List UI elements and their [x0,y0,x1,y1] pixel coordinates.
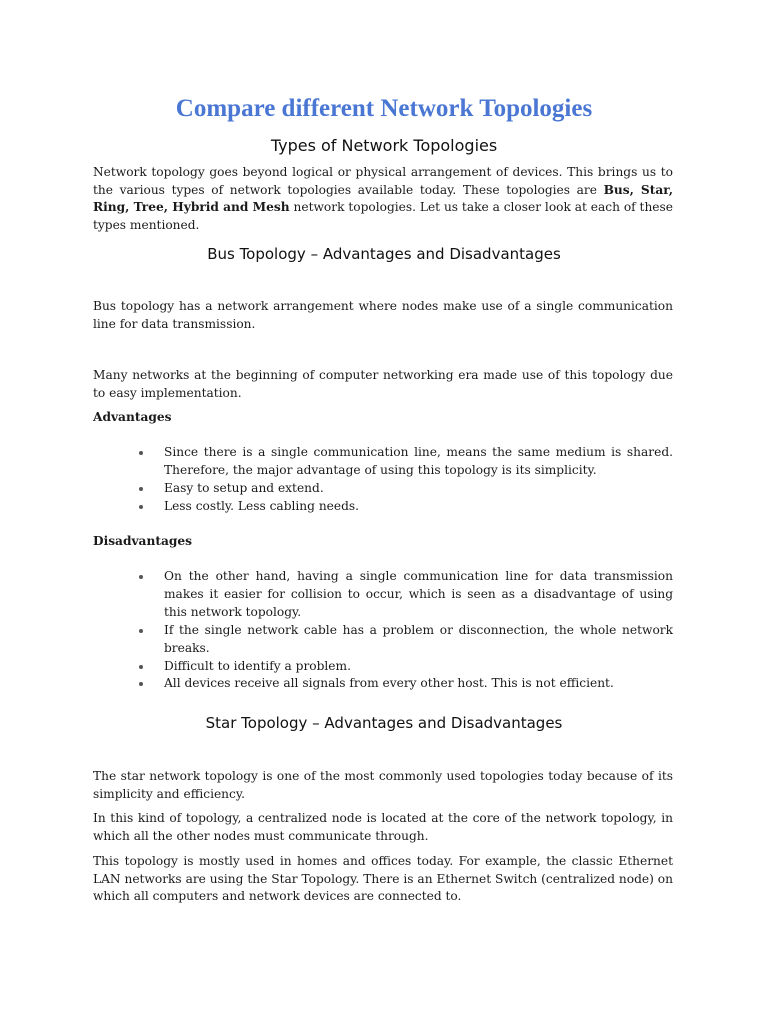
list-item [93,498,673,516]
types-intro-text-2: network topologies. Let us take a closer look at each of these types mentioned. [93,200,673,232]
star-paragraph-2: In this kind of topology, a centralized node is located at the core of the network topology, in which all the other nodes must communicate through. [93,811,673,843]
advantages-list [93,444,673,516]
types-intro-paragraph [93,164,673,234]
list-item-text: All devices receive all signals from every other host. This is not efficient. [164,676,614,691]
bullet-icon [139,575,143,579]
list-item-text: Easy to setup and extend. [164,480,324,495]
star-paragraph-3: This topology is mostly used in homes and offices today. For example, the classic Ethernet LAN networks are using the Star Topology. There is an Ethernet Switch (centralized node) on which all computers and network devices are connected to. [93,854,673,904]
list-item-text: Difficult to identify a problem. [164,658,351,673]
disadvantages-list [93,568,673,693]
disadvantages-label: Disadvantages [93,534,192,548]
bus-paragraph-2: Many networks at the beginning of computer networking era made use of this topology due to easy implementation. [93,368,673,400]
list-item [93,622,673,658]
bullet-icon [139,505,143,509]
list-item [93,444,673,480]
bus-heading: Bus Topology – Advantages and Disadvantages [207,245,561,263]
bullet-icon [139,487,143,491]
bus-paragraph-1: Bus topology has a network arrangement where nodes make use of a single communication line for data transmission. [93,299,673,331]
star-paragraph-1: The star network topology is one of the most commonly used topologies today because of its simplicity and efficiency. [93,769,673,801]
list-item-text: If the single network cable has a problem or disconnection, the whole network breaks. [164,622,673,655]
list-item [93,675,673,693]
document-title: Compare different Network Topologies [175,95,593,122]
list-item [93,658,673,676]
types-intro-text-1: Network topology goes beyond logical or physical arrangement of devices. This brings us to the various types of network topologies available today. These topologies are [93,165,673,197]
bullet-icon [139,665,143,669]
bullet-icon [139,629,143,633]
star-heading: Star Topology – Advantages and Disadvantages [205,714,563,732]
list-item [93,480,673,498]
list-item [93,568,673,622]
list-item-text: Less costly. Less cabling needs. [164,498,360,513]
list-item-text: Since there is a single communication line, means the same medium is shared. Therefore, the major advantage of using this topology is its simplicity. [164,445,673,477]
list-item-text: On the other hand, having a single communication line for data transmission makes it easier for collision to occur, which is seen as a disadvantage of using this network topology. [164,569,673,619]
types-intro-bold: Bus, Star, Ring, Tree, Hybrid and Mesh [93,182,673,215]
advantages-label: Advantages [93,410,172,424]
types-heading: Types of Network Topologies [270,136,498,155]
bullet-icon [139,682,143,686]
bullet-icon [139,451,143,455]
